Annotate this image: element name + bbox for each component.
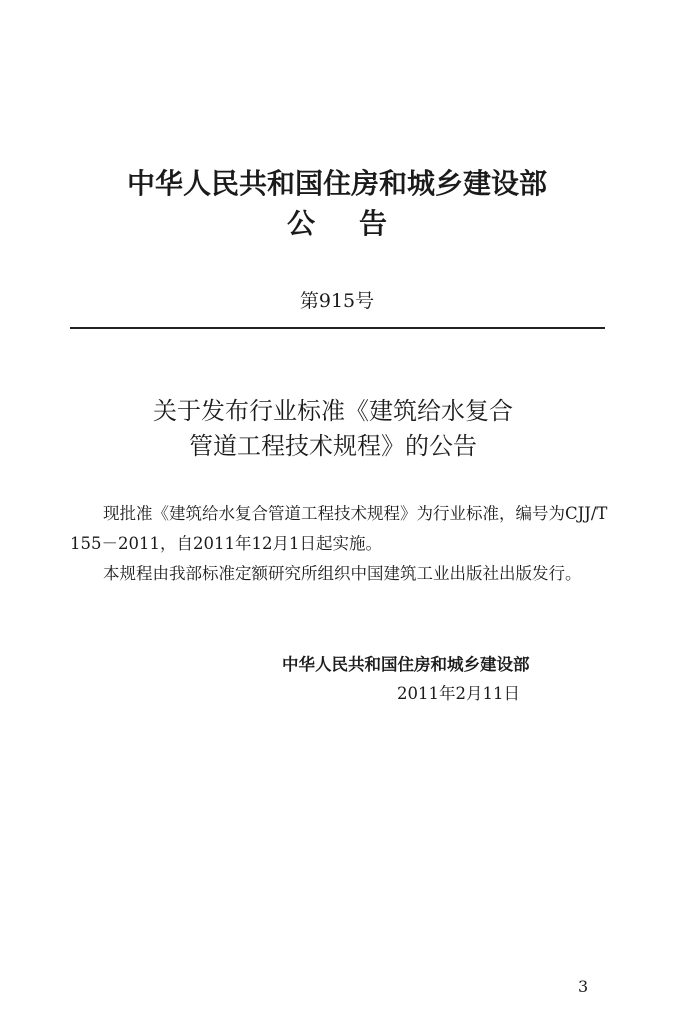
header-divider [70,327,605,329]
document-number: 第915号 [299,290,375,312]
signature-date: 2011年2月11日 [397,684,520,703]
page-number: 3 [578,977,589,996]
ministry-heading: 中华人民共和国住房和城乡建设部 [126,167,547,200]
announcement-title-line-2: 管道工程技术规程》的公告 [189,432,477,460]
announcement-title-line-1: 关于发布行业标准《建筑给水复合 [153,397,513,425]
body-paragraph-1: 现批准《建筑给水复合管道工程技术规程》为行业标准，编号为CJJ/T 155－2011，自2011年12月1日起实施。 [70,504,608,553]
signature-organization: 中华人民共和国住房和城乡建设部 [282,655,530,674]
body-paragraph-2: 本规程由我部标准定额研究所组织中国建筑工业出版社出版发行。 [103,564,582,583]
announcement-heading: 公告 [286,207,431,240]
